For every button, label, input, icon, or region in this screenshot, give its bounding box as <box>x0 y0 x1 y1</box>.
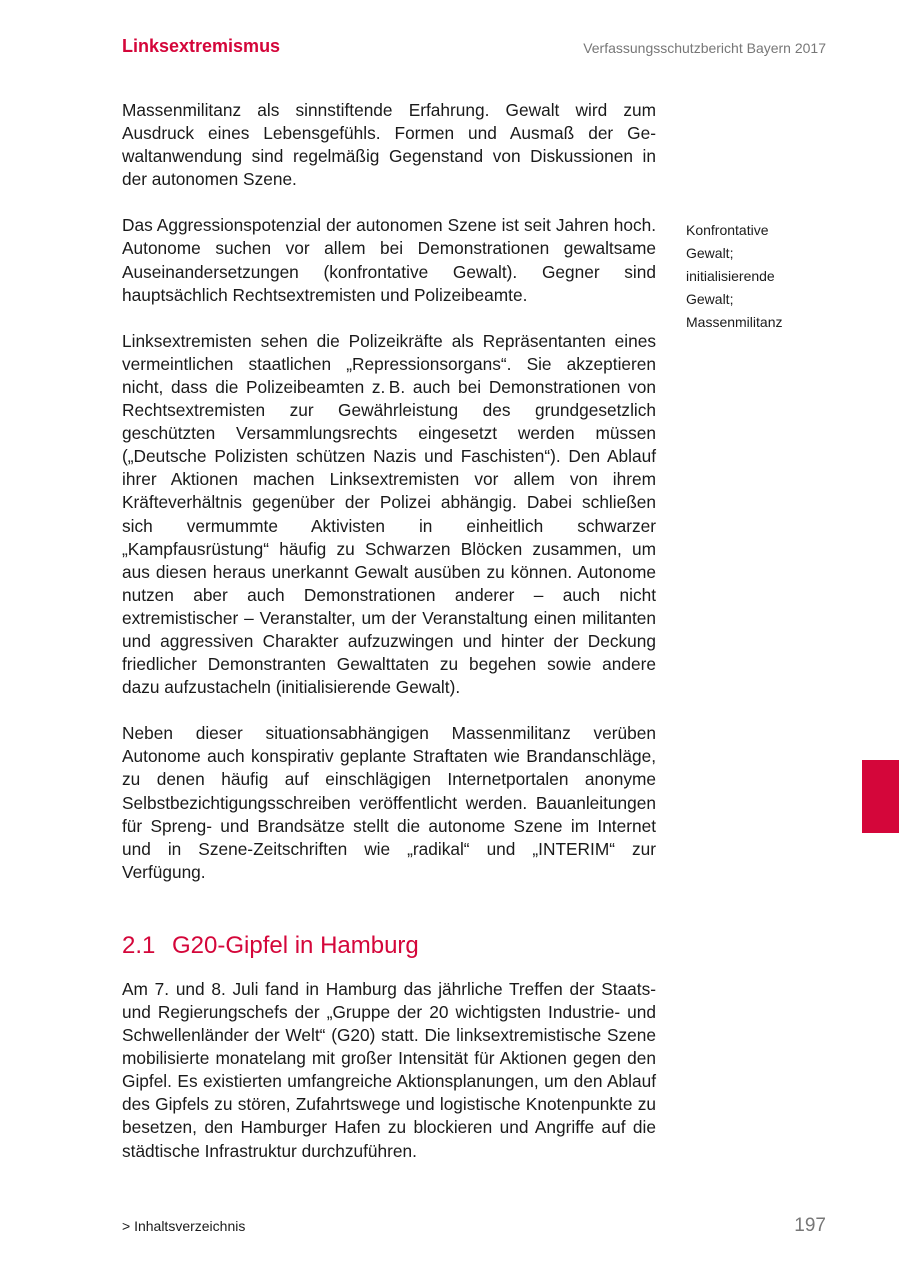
running-header-publication: Verfassungsschutzbericht Bayern 2017 <box>583 40 826 56</box>
margin-note-line: initialisierende <box>686 268 775 284</box>
chapter-tab-marker <box>862 760 899 833</box>
paragraph-3: Linksextremisten sehen die Polizeikräfte als Repräsentanten eines vermeintlichen staatlichen „Repressionsorgans“. Sie akzeptieren nicht, dass die Polizeibeamten z. B. auch bei Demonstrationen von Rechtsextremisten zur Gewährleistung des grundgesetzlich geschützten Versammlungsrechts eingesetzt werden müssen („Deutsche Polizisten schützen Nazis und Faschisten“). Den Ablauf ihrer Aktionen machen Linksextremisten vor allem von ihrem Kräfteverhältnis gegenüber der Polizei abhängig. Dabei schließen sich vermummte Aktivisten in einheitlich schwarzer „Kampfausrüstung“ häufig zu Schwarzen Blöcken zusammen, um aus diesen heraus unerkannt Gewalt ausüben zu können. Autonome nutzen aber auch Demonstrationen anderer – auch nicht extremistischer – Veranstalter, um der Veranstaltung einen militanten und aggressiven Charakter aufzuzwingen und hinter der Deckung friedlicher Demonstranten Gewalttaten zu begehen sowie andere dazu aufzustacheln (initialisierende Gewalt). <box>122 330 656 698</box>
margin-note-line: Konfrontative <box>686 222 769 238</box>
table-of-contents-link[interactable]: > Inhaltsverzeichnis <box>122 1218 246 1234</box>
running-header-title: Linksextremismus <box>122 36 281 56</box>
margin-note <box>686 219 836 334</box>
section-title: G20-Gipfel in Hamburg <box>172 931 419 959</box>
section-paragraph: Am 7. und 8. Juli fand in Hamburg das jährliche Treffen der Staats- und Regierungschefs der „Gruppe der 20 wichtigsten Industrie- und Schwellenländer der Welt“ (G20) statt. Die linksextremistische Szene mobilisierte monatelang mit großer Intensität für Aktionen gegen den Gipfel. Es existierten umfangreiche Aktionsplanungen, um den Ablauf des Gipfels zu stören, Zufahrtswege und logistische Knotenpunkte zu besetzen, den Hamburger Hafen zu blockieren und Angriffe auf die städtische Infrastruktur durchzuführen. <box>122 978 656 1161</box>
paragraph-1: Massenmilitanz als sinnstiftende Erfahrung. Gewalt wird zum Ausdruck eines Lebensgefühls. Formen und Ausmaß der Gewaltanwendung sind regelmäßig Gegenstand von Diskussionen in der autonomen Szene. <box>122 100 656 190</box>
margin-note-line: Gewalt; <box>686 245 734 261</box>
section-heading <box>122 932 656 960</box>
margin-note-line: Massenmilitanz <box>686 314 783 330</box>
page-number: 197 <box>794 1215 826 1236</box>
paragraph-2: Das Aggressionspotenzial der autonomen Szene ist seit Jahren hoch. Autonome suchen vor allem bei Demonstrationen gewaltsame Auseinandersetzungen (konfrontative Gewalt). Gegner sind hauptsächlich Rechtsextremisten und Polizeibeamte. <box>122 215 656 305</box>
section-number: 2.1 <box>122 931 156 959</box>
main-text-column <box>122 99 656 1186</box>
paragraph-4: Neben dieser situationsabhängigen Massenmilitanz verüben Autonome auch konspirativ geplante Straftaten wie Brandanschläge, zu denen häufig auf einschlägigen Internetportalen anonyme Selbstbezichtigungsschreiben veröffentlicht werden. Bauanleitungen für Spreng- und Brandsätze stellt die autonome Szene im Internet und in Szene-Zeitschriften wie „radikal“ und „INTERIM“ zur Verfügung. <box>122 723 656 882</box>
margin-note-line: Gewalt; <box>686 291 734 307</box>
